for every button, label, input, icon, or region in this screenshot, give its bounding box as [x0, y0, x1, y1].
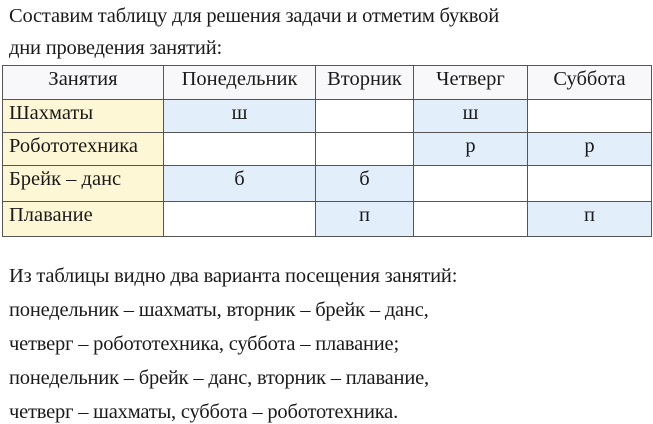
table-row	[3, 133, 652, 166]
cell-chess-thursday: ш	[414, 100, 528, 133]
schedule-table	[2, 65, 652, 237]
header-saturday: Суббота	[528, 66, 652, 100]
conclusion-line-3: четверг – робототехника, суббота – плавание;	[9, 333, 399, 355]
cell-swimming-monday	[164, 202, 316, 237]
header-activities: Занятия	[3, 66, 164, 100]
intro-line-2: дни проведения занятий:	[9, 37, 222, 59]
conclusion-line-4: понедельник – брейк – данс, вторник – плавание,	[9, 367, 429, 389]
cell-chess-saturday	[528, 100, 652, 133]
conclusion-line-2: понедельник – шахматы, вторник – брейк – данс,	[9, 299, 429, 321]
cell-swimming-saturday: п	[528, 202, 652, 237]
cell-chess-tuesday	[316, 100, 414, 133]
cell-robotics-tuesday	[316, 133, 414, 166]
cell-breakdance-tuesday: б	[316, 166, 414, 202]
activity-robotics: Робототехника	[3, 133, 164, 166]
conclusion-line-5: четверг – шахматы, суббота – робототехника.	[9, 401, 398, 423]
cell-robotics-saturday: р	[528, 133, 652, 166]
conclusion-line-1: Из таблицы видно два варианта посещения занятий:	[9, 265, 458, 287]
table-row	[3, 166, 652, 202]
header-monday: Понедельник	[164, 66, 316, 100]
cell-swimming-tuesday: п	[316, 202, 414, 237]
header-row	[3, 66, 652, 100]
header-thursday: Четверг	[414, 66, 528, 100]
activity-chess: Шахматы	[3, 100, 164, 133]
cell-robotics-thursday: р	[414, 133, 528, 166]
cell-breakdance-saturday	[528, 166, 652, 202]
intro-line-1: Составим таблицу для решения задачи и отметим буквой	[9, 5, 499, 27]
table-row	[3, 202, 652, 237]
table-row	[3, 100, 652, 133]
header-tuesday: Вторник	[316, 66, 414, 100]
cell-swimming-thursday	[414, 202, 528, 237]
activity-breakdance: Брейк – данс	[3, 166, 164, 202]
cell-robotics-monday	[164, 133, 316, 166]
activity-swimming: Плавание	[3, 202, 164, 237]
cell-breakdance-monday: б	[164, 166, 316, 202]
cell-chess-monday: ш	[164, 100, 316, 133]
cell-breakdance-thursday	[414, 166, 528, 202]
